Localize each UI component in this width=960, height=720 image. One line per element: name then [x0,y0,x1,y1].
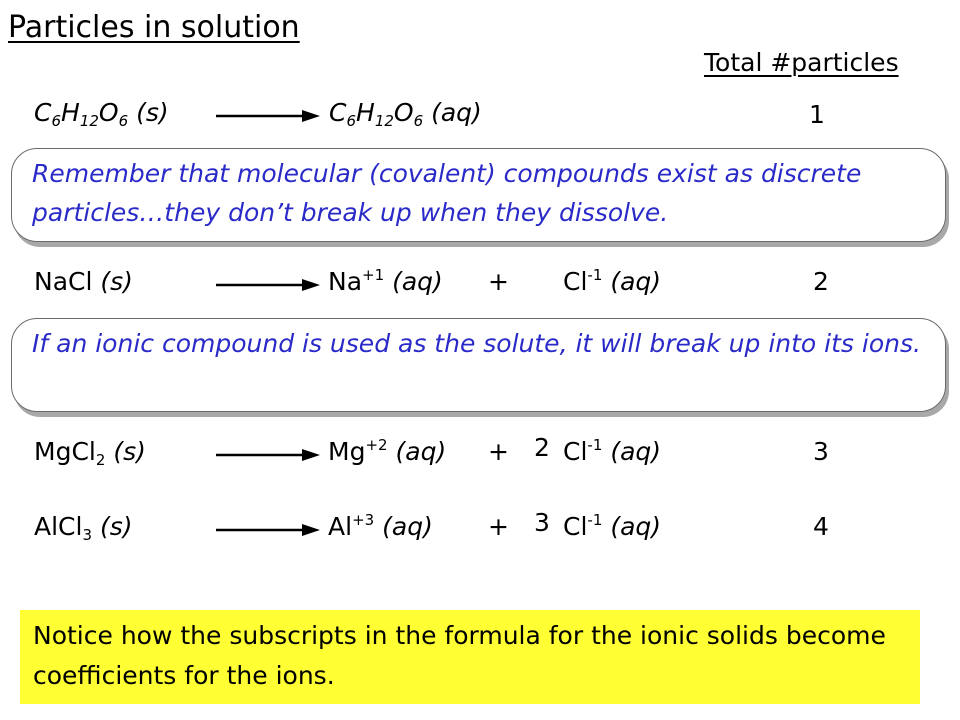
row3-cation [328,437,446,466]
row3-anion-charge: -1 [587,436,603,454]
row1-reactant-c-subscript: 6 [51,112,62,130]
row2-cation-state: (aq) [392,267,443,296]
row3-cation-symbol: Mg [328,437,366,466]
row1-reaction-arrow [216,108,320,124]
row3-reactant-subscript: 2 [95,451,106,469]
row4-anion [563,512,661,541]
row2-total: 2 [813,267,829,296]
row2-reaction-arrow [216,277,320,293]
row2-plus: + [488,267,509,296]
row4-cation-symbol: Al [328,512,353,541]
row1-reactant-h-subscript: 12 [79,112,99,130]
total-particles-header: Total #particles [704,48,899,77]
row4-total: 4 [813,512,829,541]
row2-anion-state: (aq) [610,267,662,296]
row4-reaction-arrow [216,522,320,538]
row2-anion-charge: -1 [587,266,603,284]
row2-anion [563,267,661,296]
row3-plus: + [488,437,509,466]
row4-reactant [34,512,133,544]
row3-reactant [34,437,146,469]
row1-reactant-state: (s) [136,98,169,127]
row3-cation-state: (aq) [395,437,447,466]
row2-cation-charge: +1 [362,266,385,284]
row3-coefficient: 2 [534,433,550,462]
row4-cation-charge: +3 [352,511,375,529]
row1-product: $C_6H_{12}O_6$ (aq) [329,98,482,130]
row4-anion-state: (aq) [610,512,662,541]
row4-reactant-state: (s) [99,512,133,541]
page-title: Particles in solution [8,10,300,45]
row4-cation [328,512,433,541]
row4-plus: + [488,512,509,541]
row3-reaction-arrow [216,447,320,463]
row3-anion [563,437,661,466]
row2-reactant-formula: NaCl [34,267,93,296]
row3-reactant-formula: MgCl [34,437,96,466]
row1-reactant: $C_6H_{12}O_6$ (s) [34,98,169,130]
row1-total: 1 [809,100,825,129]
row4-anion-charge: -1 [587,511,603,529]
row3-reactant-state: (s) [113,437,146,466]
row1-reactant-o-subscript: 6 [118,112,129,130]
row1-product-state: (aq) [431,98,482,127]
row2-reactant [34,267,133,296]
row2-anion-symbol: Cl [563,267,588,296]
ionic-note-text: If an ionic compound is used as the solute, it will break up into its ions. [32,329,921,358]
row2-cation [328,267,443,296]
row4-cation-state: (aq) [382,512,433,541]
row4-reactant-formula: AlCl [34,512,83,541]
row3-anion-symbol: Cl [563,437,588,466]
row4-reactant-subscript: 3 [82,526,92,544]
row4-coefficient: 3 [534,508,550,537]
row1-product-c-subscript: 6 [346,112,357,130]
row4-anion-symbol: Cl [563,512,588,541]
summary-text: Notice how the subscripts in the formula for the ionic solids become coefficients for the ions. [33,621,886,690]
row2-reactant-state: (s) [100,267,133,296]
row2-cation-symbol: Na [328,267,363,296]
molecular-note-text: Remember that molecular (covalent) compounds exist as discrete particles…they don’t break up when they dissolve. [32,159,862,227]
row1-product-h-subscript: 12 [374,112,394,130]
row3-cation-charge: +2 [365,436,388,454]
row1-product-o-subscript: 6 [413,112,424,130]
row3-total: 3 [813,437,829,466]
row3-anion-state: (aq) [610,437,662,466]
